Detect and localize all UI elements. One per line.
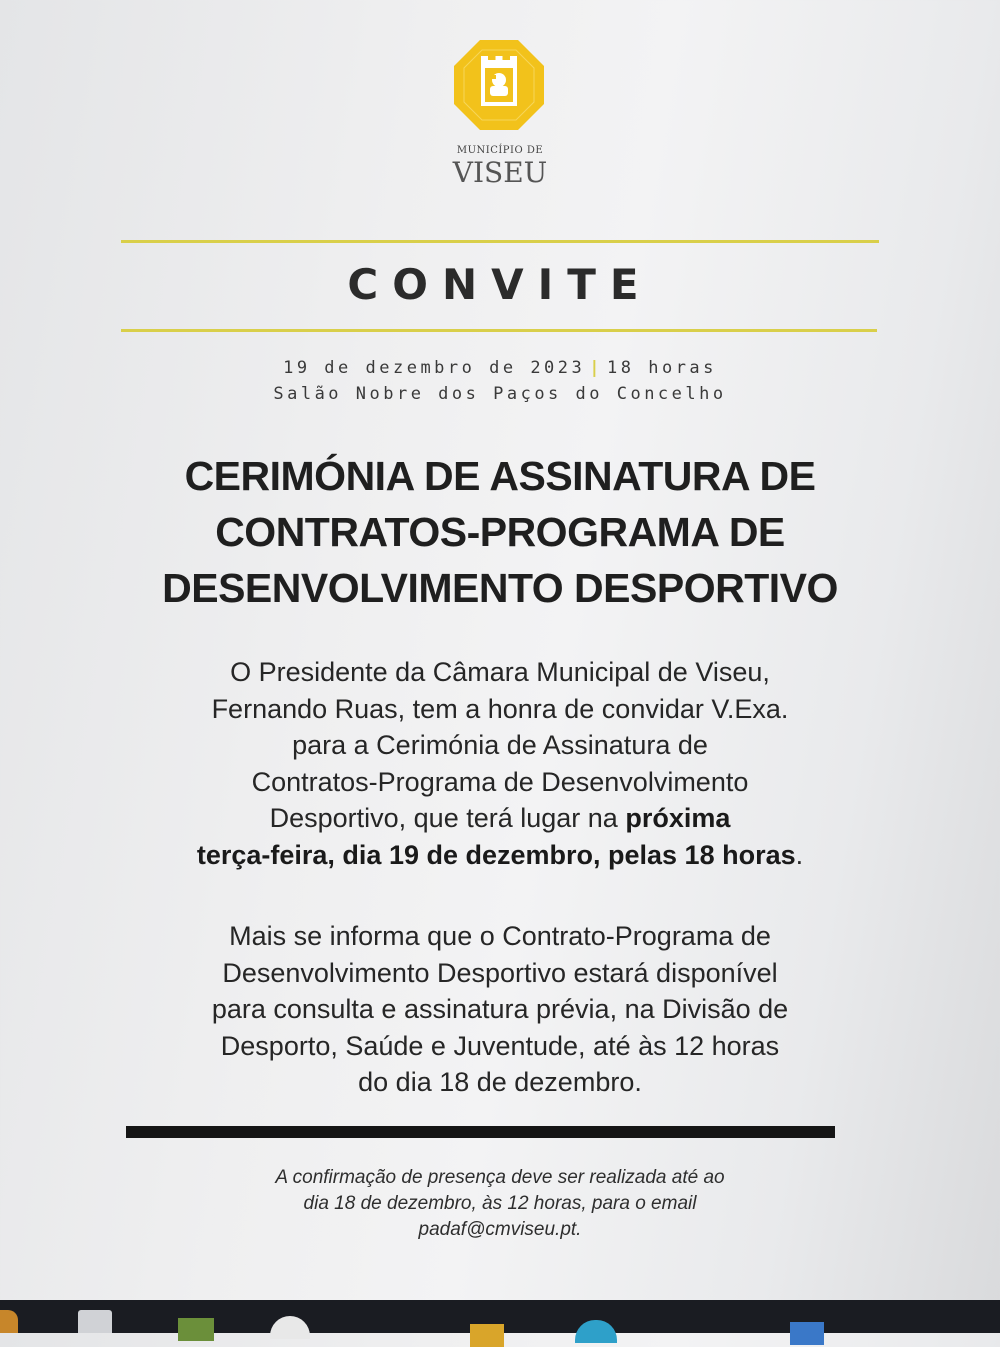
event-datetime (150, 358, 850, 378)
footer-line: A confirmação de presença deve ser realizada até ao (275, 1167, 725, 1188)
event-time: 18 horas (607, 358, 717, 378)
city-name: VISEU (452, 156, 548, 189)
separator: | (589, 358, 604, 378)
municipio-label: MUNICÍPIO DE (456, 145, 544, 156)
title-line: CONTRATOS-PROGRAMA DE (215, 509, 785, 555)
bottom-divider (121, 329, 877, 332)
footer-divider (126, 1126, 835, 1138)
calculator-icon[interactable] (78, 1310, 112, 1333)
paragraph-line: Desenvolvimento Desportivo estará disponível (222, 957, 778, 988)
footer-line: dia 18 de dezembro, às 12 horas, para o email (303, 1193, 697, 1214)
paragraph-line (160, 837, 840, 874)
paragraph-line: Desporto, Saúde e Juventude, até às 12 horas (220, 1030, 780, 1061)
municipio-viseu-logo (452, 38, 546, 132)
page-title: CONVITE (347, 260, 653, 309)
title-line: DESENVOLVIMENTO DESPORTIVO (162, 565, 838, 611)
rsvp-email[interactable]: padaf@cmviseu.pt. (418, 1219, 582, 1240)
edge-icon[interactable] (575, 1320, 617, 1343)
top-divider (121, 240, 879, 243)
highlight-text: terça-feira, dia 19 de dezembro, pelas 18 horas (196, 839, 796, 870)
highlight-text: próxima (625, 803, 731, 833)
start-icon[interactable] (0, 1310, 18, 1333)
viseu-crest-icon (452, 38, 546, 132)
paragraph-line (160, 800, 840, 837)
folder-icon[interactable] (470, 1324, 504, 1347)
title-line: CERIMÓNIA DE ASSINATURA DE (184, 453, 816, 499)
event-venue: Salão Nobre dos Paços do Concelho (273, 384, 727, 404)
rsvp-note (200, 1165, 800, 1243)
event-date: 19 de dezembro de 2023 (283, 358, 586, 378)
mail-icon[interactable] (790, 1322, 824, 1345)
paragraph-text: . (795, 839, 804, 870)
ceremony-title (140, 448, 860, 616)
browser-icon[interactable] (270, 1316, 310, 1339)
paragraph-line: Mais se informa que o Contrato-Programa de (229, 921, 771, 951)
paragraph-line: O Presidente da Câmara Municipal de Viseu, (230, 657, 770, 687)
paragraph-line: para consulta e assinatura prévia, na Divisão de (211, 994, 789, 1024)
taskbar (0, 1300, 1000, 1333)
paragraph-line: Contratos-Programa de Desenvolvimento (251, 766, 749, 797)
invitation-paragraph (160, 654, 840, 873)
paragraph-line: para a Cerimónia de Assinatura de (292, 730, 708, 760)
paragraph-line: do dia 18 de dezembro. (358, 1067, 642, 1097)
app-icon[interactable] (178, 1318, 214, 1341)
paragraph-text: Desportivo, que terá lugar na (269, 803, 626, 833)
information-paragraph (160, 918, 840, 1101)
paragraph-line: Fernando Ruas, tem a honra de convidar V.Exa. (211, 693, 789, 724)
